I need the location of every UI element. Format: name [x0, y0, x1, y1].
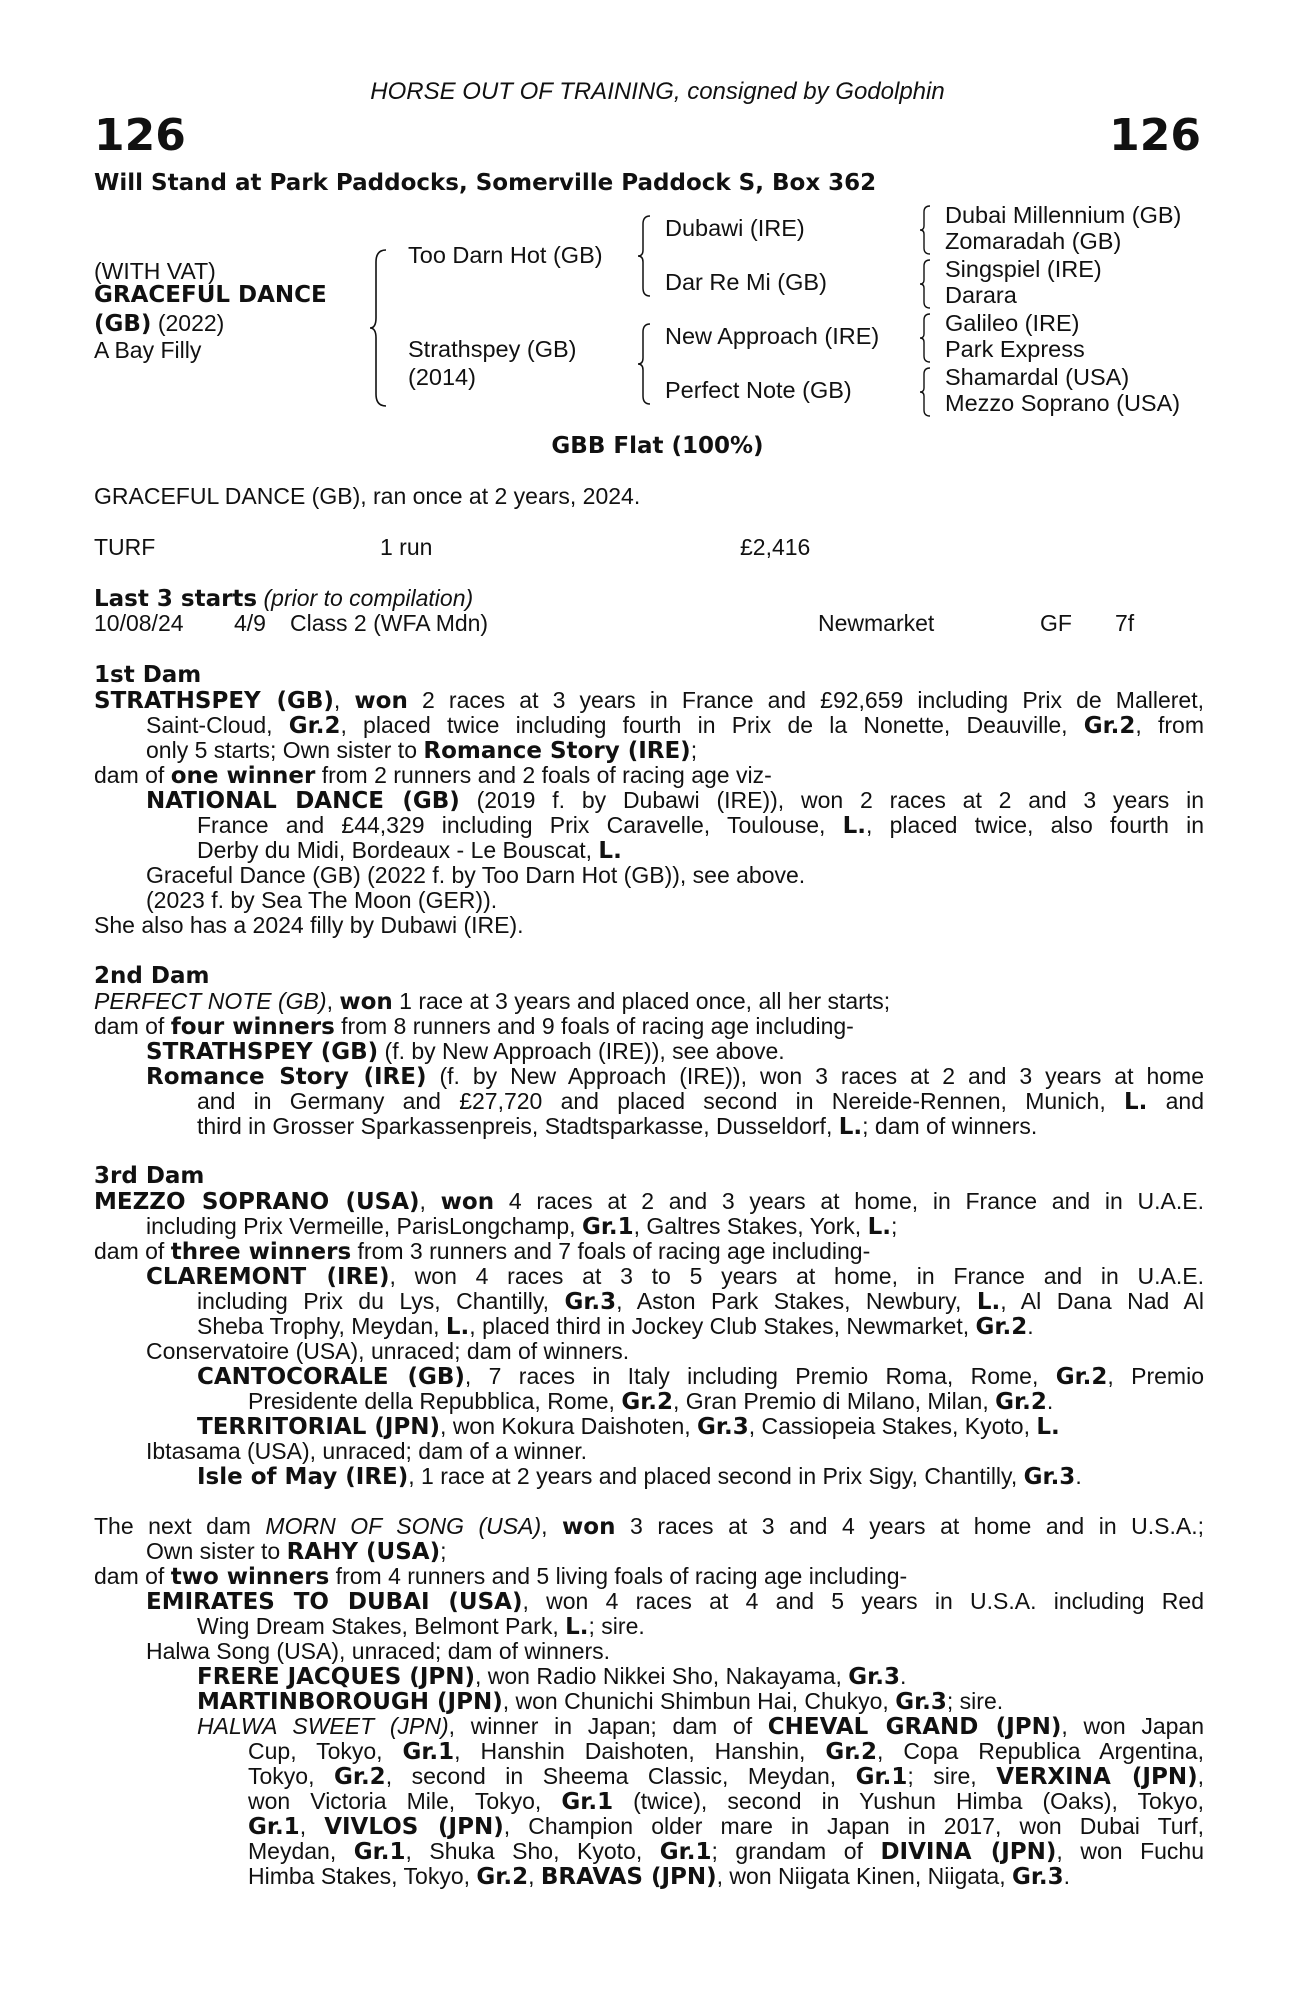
granddam-8: Mezzo Soprano (USA)	[945, 390, 1181, 416]
text-run: (GB)	[94, 311, 152, 337]
text-run: L.	[976, 1289, 1001, 1315]
text-run: Wing Dream Stakes, Belmont Park,	[197, 1613, 566, 1639]
text-run: Sheba Trophy, Meydan,	[197, 1313, 446, 1339]
g-brace-3	[918, 312, 932, 364]
text-run: ;	[690, 737, 698, 763]
text-run: .	[1075, 1463, 1082, 1489]
next-dam-line	[94, 1563, 907, 1590]
granddam-1: Dubai Millennium (GB)	[945, 202, 1182, 228]
dam-sire: New Approach (IRE)	[665, 323, 880, 349]
text-run: HALWA SWEET (JPN)	[197, 1713, 449, 1739]
text-run: won	[354, 688, 408, 714]
text-run: Gr.2	[334, 1764, 386, 1790]
text-run: Gr.1	[855, 1764, 908, 1790]
text-run: ,	[326, 988, 340, 1014]
text-run: , won Niigata Kinen, Niigata,	[716, 1863, 1012, 1889]
text-run: .	[1027, 1313, 1034, 1339]
second-dam-heading: 2nd Dam	[94, 963, 210, 989]
first-dam-line	[197, 837, 622, 864]
text-run: TERRITORIAL (JPN)	[197, 1414, 441, 1440]
granddam-3: Singspiel (IRE)	[945, 256, 1102, 282]
first-dam-heading: 1st Dam	[94, 662, 202, 688]
text-run: from 3 runners and 7 foals of racing age including-	[351, 1238, 871, 1264]
last-starts-heading	[94, 585, 473, 612]
text-run: Gr.3	[848, 1664, 900, 1690]
text-run: .	[1046, 1388, 1054, 1414]
text-run: , placed twice including fourth in Prix de la Nonette, Deauville,	[340, 712, 1084, 738]
sire-dam: Dar Re Mi (GB)	[665, 269, 827, 295]
text-run: , Shuka Sho, Kyoto,	[405, 1838, 660, 1864]
text-run: , second in Sheema Classic, Meydan,	[385, 1763, 856, 1789]
stand-location: Will Stand at Park Paddocks, Somerville Paddock S, Box 362	[94, 170, 877, 196]
second-dam-line	[197, 1113, 1037, 1140]
next-dam-line	[248, 1738, 1204, 1765]
third-dam-line	[146, 1213, 897, 1240]
lot-number-left: 126	[94, 110, 186, 161]
text-run: won Victoria Mile, Tokyo,	[248, 1788, 562, 1814]
text-run: , winner in Japan; dam of	[448, 1713, 768, 1739]
next-dam-line	[197, 1688, 1003, 1715]
text-run: STRATHSPEY (GB)	[146, 1039, 379, 1065]
text-run: Gr.1	[659, 1839, 712, 1865]
text-run: , won Radio Nikkei Sho, Nakayama,	[475, 1663, 849, 1689]
first-dam-line: Graceful Dance (GB) (2022 f. by Too Darn Hot (GB)), see above.	[146, 862, 806, 888]
first-dam-line	[146, 737, 697, 764]
text-run: dam of	[94, 1563, 171, 1589]
text-run: Gr.3	[1011, 1864, 1064, 1890]
text-run: L.	[1123, 1089, 1148, 1115]
next-dam-line	[248, 1763, 1204, 1790]
first-dam-line: (2023 f. by Sea The Moon (GER)).	[146, 887, 498, 913]
text-run: from 4 runners and 5 living foals of racing age including-	[329, 1563, 908, 1589]
race-summary: GRACEFUL DANCE (GB), ran once at 2 years, 2024.	[94, 483, 641, 509]
third-dam-line	[197, 1463, 1082, 1490]
text-run: Gr.3	[697, 1414, 749, 1440]
second-dam-line	[94, 1013, 854, 1040]
text-run: Gr.1	[561, 1789, 614, 1815]
g-brace-2	[918, 258, 932, 310]
text-run: Gr.3	[564, 1289, 617, 1315]
text-run: .	[899, 1663, 907, 1689]
text-run: dam of	[94, 762, 171, 788]
text-run: won	[562, 1514, 616, 1540]
text-run: ,	[528, 1863, 541, 1889]
third-dam-line	[248, 1388, 1053, 1415]
text-run: Gr.2	[1055, 1364, 1108, 1390]
next-dam-line	[248, 1863, 1070, 1890]
text-run: Gr.2	[621, 1389, 674, 1415]
text-run: (twice), second in Yushun Himba (Oaks), Tokyo,	[613, 1788, 1205, 1814]
text-run: third in Grosser Sparkassenpreis, Stadtsparkasse, Dusseldorf,	[197, 1113, 839, 1139]
text-run: MARTINBOROUGH (JPN)	[197, 1689, 503, 1715]
first-dam-line	[146, 712, 1204, 739]
granddam-7: Shamardal (USA)	[945, 364, 1130, 390]
text-run: , placed third in Jockey Club Stakes, Newmarket,	[469, 1313, 976, 1339]
text-run: PERFECT NOTE (GB)	[94, 988, 327, 1014]
text-run: (f. by New Approach (IRE)), won 3 races at 2 and 3 years at home	[426, 1063, 1204, 1089]
text-run: Gr.1	[353, 1839, 406, 1865]
text-run: CANTOCORALE (GB)	[197, 1364, 465, 1390]
text-run: FRERE JACQUES (JPN)	[197, 1664, 475, 1690]
third-dam-line	[197, 1288, 1204, 1315]
text-run: Gr.2	[476, 1864, 529, 1890]
second-dam-line	[146, 1038, 785, 1065]
text-run: dam of	[94, 1013, 171, 1039]
text-run: Gr.2	[1083, 713, 1136, 739]
horse-description: A Bay Filly	[94, 337, 202, 363]
text-run: , won Fuchu	[1056, 1838, 1204, 1864]
second-dam-line	[197, 1088, 1204, 1115]
text-run: four winners	[170, 1014, 335, 1040]
third-dam-line: Ibtasama (USA), unraced; dam of a winner.	[146, 1438, 588, 1464]
second-dam-line	[146, 1063, 1204, 1090]
first-dam-line: She also has a 2024 filly by Dubawi (IRE).	[94, 912, 524, 938]
third-dam-line	[197, 1363, 1204, 1390]
text-run: Himba Stakes, Tokyo,	[248, 1863, 477, 1889]
text-run: STRATHSPEY (GB)	[94, 688, 334, 714]
lot-number-right: 126	[1109, 110, 1201, 161]
text-run: ,	[299, 1813, 325, 1839]
text-run: DIVINA (JPN)	[880, 1839, 1057, 1865]
third-dam-heading: 3rd Dam	[94, 1163, 205, 1189]
third-dam-line	[197, 1313, 1034, 1340]
text-run: , Premio	[1107, 1363, 1204, 1389]
text-run: won	[339, 989, 393, 1015]
consignment-header: HORSE OUT OF TRAINING, consigned by Godolphin	[370, 78, 945, 105]
text-run: RAHY (USA)	[286, 1539, 441, 1565]
text-run: three winners	[170, 1239, 352, 1265]
last-start-going: GF	[1040, 610, 1072, 636]
text-run: L.	[838, 1114, 863, 1140]
text-run: Gr.3	[895, 1689, 947, 1715]
g-brace-4	[918, 366, 932, 418]
text-run: dam of	[94, 1238, 171, 1264]
text-run: Romance Story (IRE)	[146, 1064, 427, 1090]
next-dam-line: Halwa Song (USA), unraced; dam of winners.	[146, 1638, 611, 1664]
dam-year: (2014)	[408, 364, 476, 390]
text-run: , won 4 races at 4 and 5 years in U.S.A. including Red	[522, 1588, 1204, 1614]
text-run: VIVLOS (JPN)	[324, 1814, 504, 1840]
text-run: EMIRATES TO DUBAI (USA)	[146, 1589, 523, 1615]
next-dam-line	[248, 1838, 1204, 1865]
text-run: France and £44,329 including Prix Caravelle, Toulouse,	[197, 812, 843, 838]
text-run: CLAREMONT (IRE)	[146, 1264, 390, 1290]
text-run: ,	[333, 687, 355, 713]
granddam-5: Galileo (IRE)	[945, 310, 1080, 336]
last-start-distance: 7f	[1115, 610, 1135, 636]
text-run: (2019 f. by Dubawi (IRE)), won 2 races at 2 and 3 years in	[459, 787, 1204, 813]
pedigree-main-brace	[368, 248, 390, 408]
text-run: MORN OF SONG (USA)	[265, 1513, 542, 1539]
text-run: CHEVAL GRAND (JPN)	[767, 1714, 1062, 1740]
first-dam-line	[94, 762, 772, 789]
text-run: , won Japan	[1061, 1713, 1205, 1739]
text-run: Gr.1	[248, 1814, 300, 1840]
text-run: Own sister to	[146, 1538, 287, 1564]
text-run: and	[1147, 1088, 1205, 1114]
text-run: NATIONAL DANCE (GB)	[146, 788, 460, 814]
text-run: MEZZO SOPRANO (USA)	[94, 1189, 420, 1215]
horse-origin-year	[94, 311, 224, 338]
text-run: Gr.2	[825, 1739, 878, 1765]
text-run: only 5 starts; Own sister to	[146, 737, 424, 763]
text-run: and in Germany and £27,720 and placed second in Nereide-Rennen, Munich,	[197, 1088, 1124, 1114]
text-run: (prior to compilation)	[257, 585, 474, 611]
dam-dam: Perfect Note (GB)	[665, 377, 852, 403]
text-run: 4 races at 2 and 3 years at home, in France and in U.A.E.	[494, 1188, 1204, 1214]
text-run: Romance Story (IRE)	[423, 738, 691, 764]
text-run: , Galtres Stakes, York,	[633, 1213, 868, 1239]
text-run: L.	[867, 1214, 891, 1240]
next-dam-line	[197, 1663, 906, 1690]
next-dam-line	[197, 1713, 1204, 1740]
turf-runs: 1 run	[380, 534, 433, 560]
text-run: ,	[1197, 1763, 1204, 1789]
text-run: Tokyo,	[248, 1763, 334, 1789]
text-run: L.	[842, 813, 867, 839]
text-run: Presidente della Repubblica, Rome,	[248, 1388, 622, 1414]
text-run: , won Chunichi Shimbun Hai, Chukyo,	[502, 1688, 896, 1714]
text-run: , won Kokura Daishoten,	[440, 1413, 698, 1439]
last-start-race: Class 2 (WFA Mdn)	[290, 610, 489, 636]
text-run: ,	[419, 1188, 441, 1214]
text-run: , Hanshin Daishoten, Hanshin,	[454, 1738, 826, 1764]
text-run: Cup, Tokyo,	[248, 1738, 403, 1764]
text-run: , placed twice, also fourth in	[866, 812, 1204, 838]
text-run: VERXINA (JPN)	[996, 1764, 1198, 1790]
third-dam-line	[146, 1263, 1204, 1290]
text-run: Gr.2	[995, 1389, 1047, 1415]
first-dam-line	[94, 687, 1204, 714]
text-run: ; grandam of	[711, 1838, 881, 1864]
granddam-2: Zomaradah (GB)	[945, 228, 1122, 254]
granddam-4: Darara	[945, 282, 1017, 308]
text-run: L.	[598, 838, 622, 864]
last-start-position: 4/9	[234, 610, 266, 636]
text-run: ,	[541, 1513, 563, 1539]
vat-label: (WITH VAT)	[94, 258, 216, 284]
text-run: , Copa Republica Argentina,	[877, 1738, 1204, 1764]
text-run: Gr.2	[975, 1314, 1028, 1340]
third-dam-line	[197, 1413, 1060, 1440]
text-run: Gr.3	[1023, 1464, 1076, 1490]
text-run: , from	[1135, 712, 1204, 738]
sire-brace	[636, 214, 654, 298]
sire-sire: Dubawi (IRE)	[665, 215, 805, 241]
next-dam-line	[146, 1588, 1204, 1615]
text-run: (f. by New Approach (IRE)), see above.	[378, 1038, 785, 1064]
first-dam-line	[146, 787, 1204, 814]
text-run: .	[1063, 1863, 1071, 1889]
granddam-6: Park Express	[945, 336, 1085, 362]
text-run: ; sire.	[588, 1613, 645, 1639]
text-run: (2022)	[151, 310, 225, 336]
text-run: from 8 runners and 9 foals of racing age including-	[334, 1013, 854, 1039]
text-run: , 7 races in Italy including Premio Roma, Rome,	[464, 1363, 1056, 1389]
text-run: BRAVAS (JPN)	[540, 1864, 717, 1890]
text-run: ;	[890, 1213, 898, 1239]
horse-name: GRACEFUL DANCE	[94, 282, 327, 308]
text-run: from 2 runners and 2 foals of racing age viz-	[315, 762, 772, 788]
text-run: including Prix Vermeille, ParisLongchamp,	[146, 1213, 582, 1239]
next-dam-line	[248, 1788, 1204, 1815]
text-run: ;	[440, 1538, 447, 1564]
third-dam-line: Conservatoire (USA), unraced; dam of winners.	[146, 1338, 630, 1364]
text-run: L.	[445, 1314, 470, 1340]
sire: Too Darn Hot (GB)	[408, 242, 603, 268]
text-run: Gr.2	[288, 713, 341, 739]
text-run: ; sire,	[907, 1763, 997, 1789]
next-dam-line	[248, 1813, 1204, 1840]
third-dam-line	[94, 1188, 1204, 1215]
third-dam-line	[94, 1238, 870, 1265]
text-run: Gr.1	[581, 1214, 634, 1240]
text-run: ; dam of winners.	[862, 1113, 1038, 1139]
second-dam-line	[94, 988, 890, 1015]
next-dam-line	[94, 1513, 1204, 1540]
text-run: L.	[1036, 1414, 1060, 1440]
text-run: 1 race at 3 years and placed once, all her starts;	[392, 988, 891, 1014]
g-brace-1	[918, 204, 932, 256]
text-run: Isle of May (IRE)	[197, 1464, 409, 1490]
text-run: including Prix du Lys, Chantilly,	[197, 1288, 565, 1314]
text-run: , Champion older mare in Japan in 2017, won Dubai Turf,	[503, 1813, 1205, 1839]
text-run: , Gran Premio di Milano, Milan,	[673, 1388, 996, 1414]
text-run: Derby du Midi, Bordeaux - Le Bouscat,	[197, 837, 599, 863]
turf-earnings: £2,416	[740, 534, 811, 560]
text-run: won	[440, 1189, 495, 1215]
text-run: , Aston Park Stakes, Newbury,	[616, 1288, 977, 1314]
gbb-rating: GBB Flat (100%)	[551, 433, 764, 459]
text-run: ; sire.	[946, 1688, 1004, 1714]
text-run: 3 races at 3 and 4 years at home and in U.S.A.;	[615, 1513, 1204, 1539]
text-run: , 1 race at 2 years and placed second in Prix Sigy, Chantilly,	[408, 1463, 1024, 1489]
next-dam-line	[197, 1613, 645, 1640]
text-run: Meydan,	[248, 1838, 354, 1864]
text-run: 2 races at 3 years in France and £92,659 including Prix de Malleret,	[407, 687, 1204, 713]
text-run: L.	[565, 1614, 589, 1640]
next-dam-line	[146, 1538, 447, 1565]
text-run: , won 4 races at 3 to 5 years at home, in France and in U.A.E.	[389, 1263, 1204, 1289]
text-run: Gr.1	[402, 1739, 455, 1765]
last-start-date: 10/08/24	[94, 610, 184, 636]
text-run: one winner	[170, 763, 316, 789]
text-run: , Cassiopeia Stakes, Kyoto,	[748, 1413, 1037, 1439]
text-run: , Al Dana Nad Al	[1000, 1288, 1204, 1314]
last-start-course: Newmarket	[818, 610, 935, 636]
turf-surface: TURF	[94, 534, 156, 560]
dam-brace	[636, 322, 654, 406]
text-run: Saint-Cloud,	[146, 712, 289, 738]
first-dam-line	[197, 812, 1204, 839]
text-run: two winners	[170, 1564, 330, 1590]
dam: Strathspey (GB)	[408, 336, 577, 362]
text-run: Last 3 starts	[94, 586, 258, 612]
text-run: The next dam	[94, 1513, 266, 1539]
